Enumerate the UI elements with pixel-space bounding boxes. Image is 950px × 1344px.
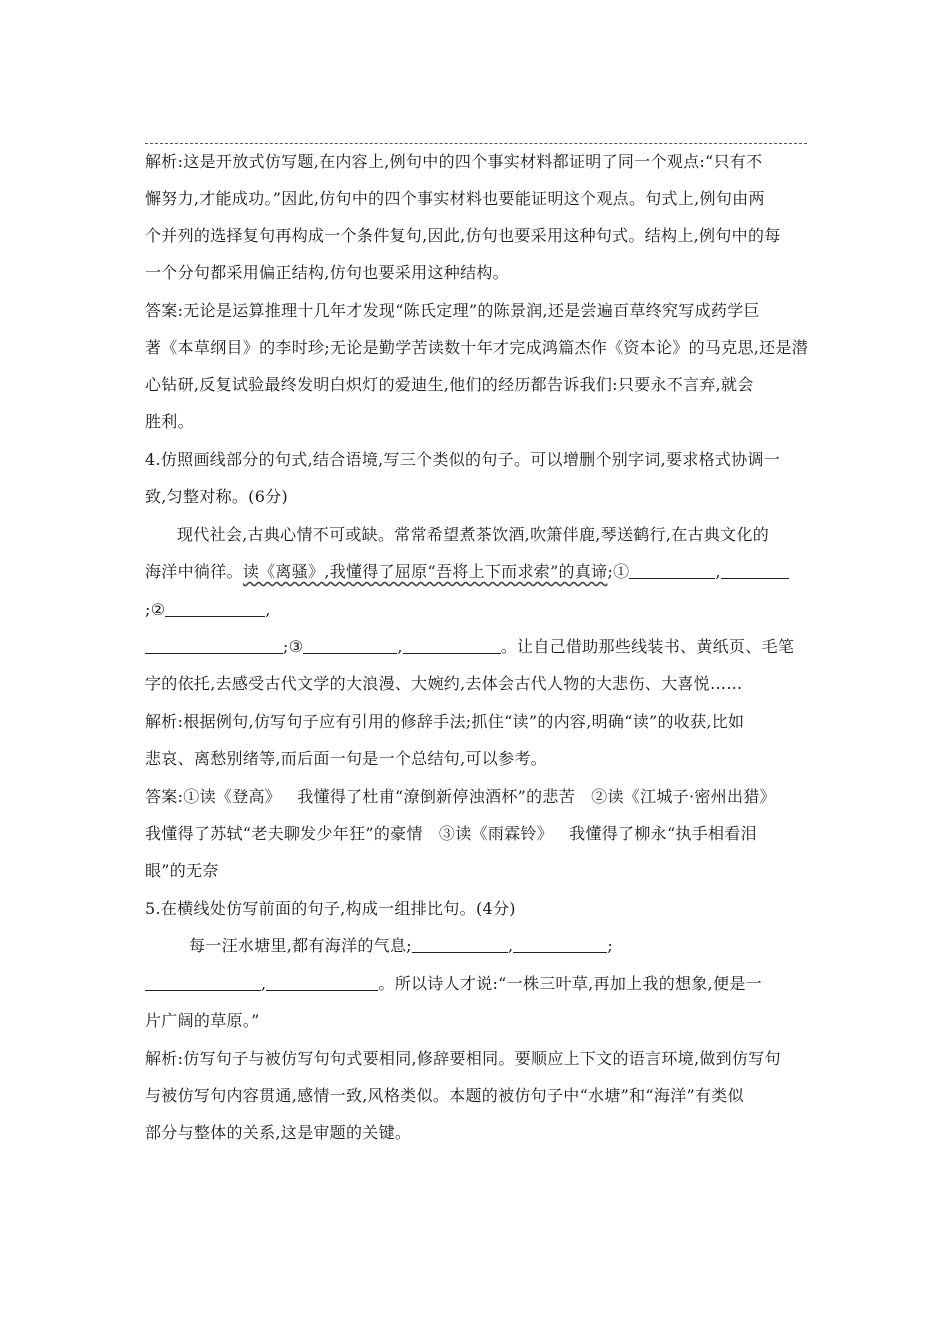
q5-passage-line-2 [145,974,762,994]
q4-analysis-line-2: 悲哀、离愁别绪等,而后面一句是一个总结句,可以参考。 [145,749,547,768]
q5-analysis-line-2: 与被仿写句内容贯通,感情一致,风格类似。本题的被仿句子中“水塘”和“海洋”有类似 [145,1086,744,1105]
q3-analysis-line-1: 解析:这是开放式仿写题,在内容上,例句中的四个事实材料都证明了同一个观点:“只有不 [145,152,763,171]
q5-passage-line-1 [189,936,613,956]
q5-passage-line-3: 片广阔的草原。” [145,1011,260,1030]
q4-blank-2b[interactable] [145,637,283,654]
q4-prompt-line-2: 致,匀整对称。(6分) [145,487,289,506]
q5-comma: , [507,936,514,955]
q4-analysis-line-1: 解析:根据例句,仿写句子应有引用的修辞手法;抓住“读”的内容,明确“读”的收获,比如 [145,712,745,731]
q4-comma: , [715,562,721,581]
q4-prompt-line-1: 4.仿照画线部分的句式,结合语境,写三个类似的句子。可以增删个别字词,要求格式协调一 [145,450,781,469]
q4-blank-3a[interactable] [303,637,397,654]
q5-passage-line-2-end: 。所以诗人才说:“一株三叶草,再加上我的想象,便是一 [378,974,762,993]
q4-example-sentence: 读《离骚》,我懂得了屈原“吾将上下而求索”的真谛 [242,562,608,581]
q5-analysis-line-3: 部分与整体的关系,这是审题的关键。 [145,1123,412,1142]
q5-semicolon: ; [607,936,614,955]
q4-marker-1: ;① [607,562,630,581]
q4-blank-3b[interactable] [403,637,501,654]
q5-blank-2[interactable] [513,936,607,953]
q5-blank-1[interactable] [412,936,508,953]
q4-passage-line-4-end: 。让自己借助那些线装书、黄纸页、毛笔 [500,637,795,656]
q4-answer-line-2: 我懂得了苏轼“老夫聊发少年狂”的豪情 ③读《雨霖铃》 我懂得了柳永“执手相看泪 [145,824,757,843]
q3-analysis-line-4: 一个分句都采用偏正结构,仿句也要采用这种结构。 [145,263,509,282]
q4-answer-line-3: 眼”的无奈 [145,861,219,880]
q3-analysis-line-3: 个并列的选择复句再构成一个条件复句,因此,仿句也要采用这种句式。结构上,例句中的每 [145,226,781,245]
q4-comma: , [397,637,403,656]
q4-passage-lead: 海洋中徜徉。 [145,562,243,581]
q4-passage-line-2 [145,562,789,582]
q4-marker-2: ;② [145,600,166,619]
q4-passage-line-4 [145,637,794,657]
q4-comma: , [265,600,271,619]
q5-comma: , [261,974,267,993]
q4-passage-line-1: 现代社会,古典心情不可或缺。常常希望煮茶饮酒,吹箫伴鹿,琴送鹤行,在古典文化的 [177,525,770,544]
q5-analysis-line-1: 解析:仿写句子与被仿写句句式要相同,修辞要相同。要顺应上下文的语言环境,做到仿写句 [145,1049,781,1068]
q3-answer-line-3: 心钻研,反复试验最终发明白炽灯的爱迪生,他们的经历都告诉我们:只要永不言弃,就会 [145,375,754,394]
q5-blank-3[interactable] [145,974,261,991]
q4-blank-2a[interactable] [165,600,265,617]
q4-answer-line-1: 答案:①读《登高》 我懂得了杜甫“潦倒新停浊酒杯”的悲苦 ②读《江城子·密州出猎》 [145,787,776,806]
q4-passage-line-3 [145,600,271,620]
q3-answer-line-1: 答案:无论是运算推理十几年才发现“陈氏定理”的陈景润,还是尝遍百草终究写成药学巨 [145,301,760,320]
top-divider [145,143,807,144]
q4-blank-1b[interactable] [721,562,789,579]
q5-prompt: 5.在横线处仿写前面的句子,构成一组排比句。(4分) [145,899,516,918]
q5-example-sentence: 每一汪水塘里,都有海洋的气息; [189,936,412,955]
q3-answer-line-4: 胜利。 [145,412,194,431]
q3-analysis-line-2: 懈努力,才能成功。”因此,仿句中的四个事实材料也要能证明这个观点。句式上,例句由两 [145,189,765,208]
q4-marker-3: ;③ [283,637,304,656]
q4-passage-line-5: 字的依托,去感受古代文学的大浪漫、大婉约,去体会古代人物的大悲伤、大喜悦…… [145,674,743,693]
q3-answer-line-2: 著《本草纲目》的李时珍;无论是勤学苦读数十年才完成鸿篇杰作《资本论》的马克思,还是潜 [145,338,809,357]
q4-blank-1a[interactable] [629,562,715,579]
q5-blank-4[interactable] [266,974,378,991]
